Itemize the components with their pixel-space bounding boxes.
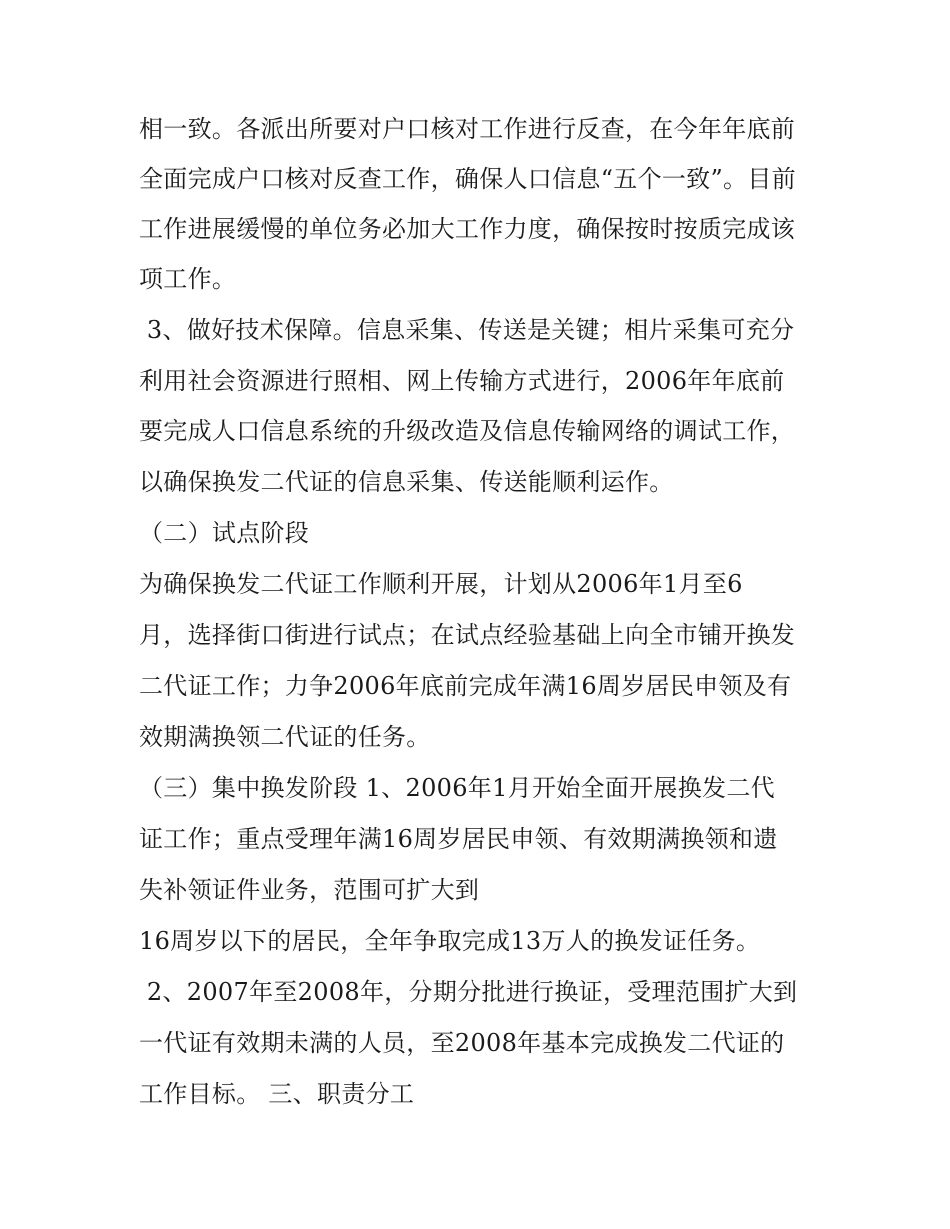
text-line: 一代证有效期未满的人员，至2008年基本完成换发二代证的	[139, 1029, 785, 1057]
section-heading: （二）试点阶段	[139, 519, 310, 547]
text-line: 全面完成户口核对反查工作，确保人口信息“五个一致”。目前	[139, 165, 796, 193]
text-line: 16周岁以下的居民，全年争取完成13万人的换发证任务。	[139, 927, 761, 955]
text-line: （三）集中换发阶段 1、2006年1月开始全面开展换发二代	[139, 774, 775, 802]
text-line: 为确保换发二代证工作顺利开展，计划从2006年1月至6	[139, 570, 743, 598]
text-line: 3、做好技术保障。信息采集、传送是关键；相片采集可充分	[139, 316, 795, 344]
text-line: 证工作；重点受理年满16周岁居民申领、有效期满换领和遗	[139, 825, 778, 853]
text-line: 相一致。各派出所要对户口核对工作进行反查，在今年年底前	[139, 115, 796, 143]
text-line: 工作进展缓慢的单位务必加大工作力度，确保按时按质完成该	[139, 215, 796, 243]
text-line: 要完成人口信息系统的升级改造及信息传输网络的调试工作，	[139, 417, 796, 445]
text-line: 效期满换领二代证的任务。	[139, 723, 431, 751]
text-line: 失补领证件业务，范围可扩大到	[139, 876, 480, 904]
text-line: 月，选择街口街进行试点；在试点经验基础上向全市铺开换发	[139, 621, 796, 649]
text-line: 利用社会资源进行照相、网上传输方式进行，2006年年底前	[139, 367, 785, 395]
text-line: 以确保换发二代证的信息采集、传送能顺利运作。	[139, 468, 674, 496]
text-line: 项工作。	[139, 265, 237, 293]
text-line: 二代证工作；力争2006年底前完成年满16周岁居民申领及有	[139, 672, 792, 700]
text-line: 工作目标。 三、职责分工	[139, 1080, 415, 1108]
text-line: 2、2007年至2008年，分期分批进行换证，受理范围扩大到	[139, 978, 798, 1006]
